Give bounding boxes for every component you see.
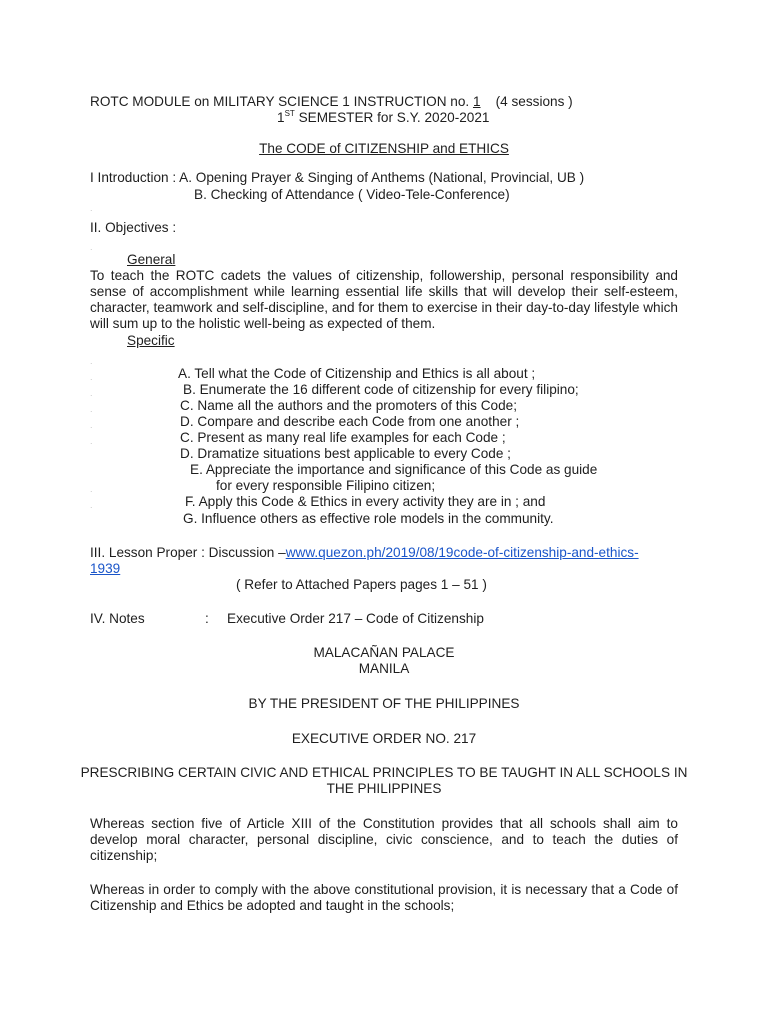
notes-colon: :: [205, 611, 209, 626]
specific-item: D. Dramatize situations best applicable to every Code ;: [180, 446, 511, 461]
module-header-text: ROTC MODULE on MILITARY SCIENCE 1 INSTRUCTION no.: [90, 94, 473, 109]
introduction-line: I Introduction : A. Opening Prayer & Singing of Anthems (National, Provincial, UB ): [90, 170, 585, 185]
specific-item: A. Tell what the Code of Citizenship and Ethics is all about ;: [178, 366, 536, 381]
semester-line: [277, 110, 490, 126]
whereas-clause: Whereas section five of Article XIII of the Constitution provides that all schools shall aim to develop moral character, personal discipline, civic conscience, and to teach the duties of citizenship;: [90, 816, 678, 863]
general-objective-text: To teach the ROTC cadets the values of citizenship, followership, personal responsibility and sense of accomplishment while learning essential life skills that will develop their self-esteem, character, teamwork and self-discipline, and for them to exercise in their day-to-day lifestyle which will sum up to the holistic well-being as expected of them.: [90, 268, 678, 331]
scan-speck: .: [90, 436, 93, 446]
lesson-proper-line: [90, 545, 639, 561]
document-title: The CODE of CITIZENSHIP and ETHICS: [259, 141, 509, 156]
lesson-proper-label: III. Lesson Proper : Discussion –: [90, 545, 286, 560]
semester-number: 1: [277, 110, 285, 125]
specific-item: E. Appreciate the importance and significance of this Code as guide: [190, 462, 598, 477]
discussion-link[interactable]: www.quezon.ph/2019/08/19code-of-citizenship-and-ethics-: [285, 545, 639, 560]
module-header-line: [90, 94, 573, 110]
semester-text: SEMESTER for S.Y. 2020-2021: [294, 110, 490, 125]
scan-speck: .: [90, 484, 93, 494]
whereas-clause: Whereas in order to comply with the above constitutional provision, it is necessary that a Code of Citizenship and Ethics be adopted and taught in the schools;: [90, 882, 678, 913]
scan-speck: .: [90, 420, 93, 430]
specific-item: C. Present as many real life examples for each Code ;: [180, 430, 506, 445]
introduction-line-b: B. Checking of Attendance ( Video-Tele-Conference): [194, 187, 510, 202]
specific-item: D. Compare and describe each Code from one another ;: [180, 414, 520, 429]
instruction-number: 1: [472, 94, 481, 109]
specific-item: C. Name all the authors and the promoters of this Code;: [180, 398, 517, 413]
executive-order-title-continuation: THE PHILIPPINES: [326, 781, 442, 796]
notes-label: IV. Notes: [90, 611, 145, 626]
president-heading: BY THE PRESIDENT OF THE PHILIPPINES: [248, 696, 520, 711]
executive-order-number: EXECUTIVE ORDER NO. 217: [291, 731, 477, 746]
semester-superscript: ST: [284, 109, 295, 118]
notes-value: Executive Order 217 – Code of Citizenship: [227, 611, 484, 626]
executive-order-title: PRESCRIBING CERTAIN CIVIC AND ETHICAL PRINCIPLES TO BE TAUGHT IN ALL SCHOOLS IN: [80, 765, 688, 780]
discussion-link-continuation[interactable]: 1939: [90, 561, 121, 576]
refer-pages-note: ( Refer to Attached Papers pages 1 – 51 ): [236, 577, 487, 592]
sessions-count: (4 sessions ): [495, 94, 573, 109]
general-heading: General: [127, 252, 176, 267]
scan-speck: .: [90, 372, 93, 382]
scan-speck: .: [90, 404, 93, 414]
scan-speck: .: [90, 242, 93, 252]
city-heading: MANILA: [358, 661, 410, 676]
specific-heading: Specific: [127, 333, 175, 348]
specific-item-continuation: for every responsible Filipino citizen;: [216, 478, 436, 493]
scan-speck: .: [90, 356, 93, 366]
specific-item: G. Influence others as effective role models in the community.: [183, 511, 554, 526]
scan-speck: .: [90, 500, 93, 510]
specific-item: F. Apply this Code & Ethics in every activity they are in ; and: [185, 494, 546, 509]
specific-item: B. Enumerate the 16 different code of citizenship for every filipino;: [183, 382, 579, 397]
scan-speck: .: [90, 203, 93, 213]
scan-speck: .: [90, 388, 93, 398]
objectives-label: II. Objectives :: [90, 220, 177, 235]
palace-heading: MALACAÑAN PALACE: [313, 645, 455, 660]
